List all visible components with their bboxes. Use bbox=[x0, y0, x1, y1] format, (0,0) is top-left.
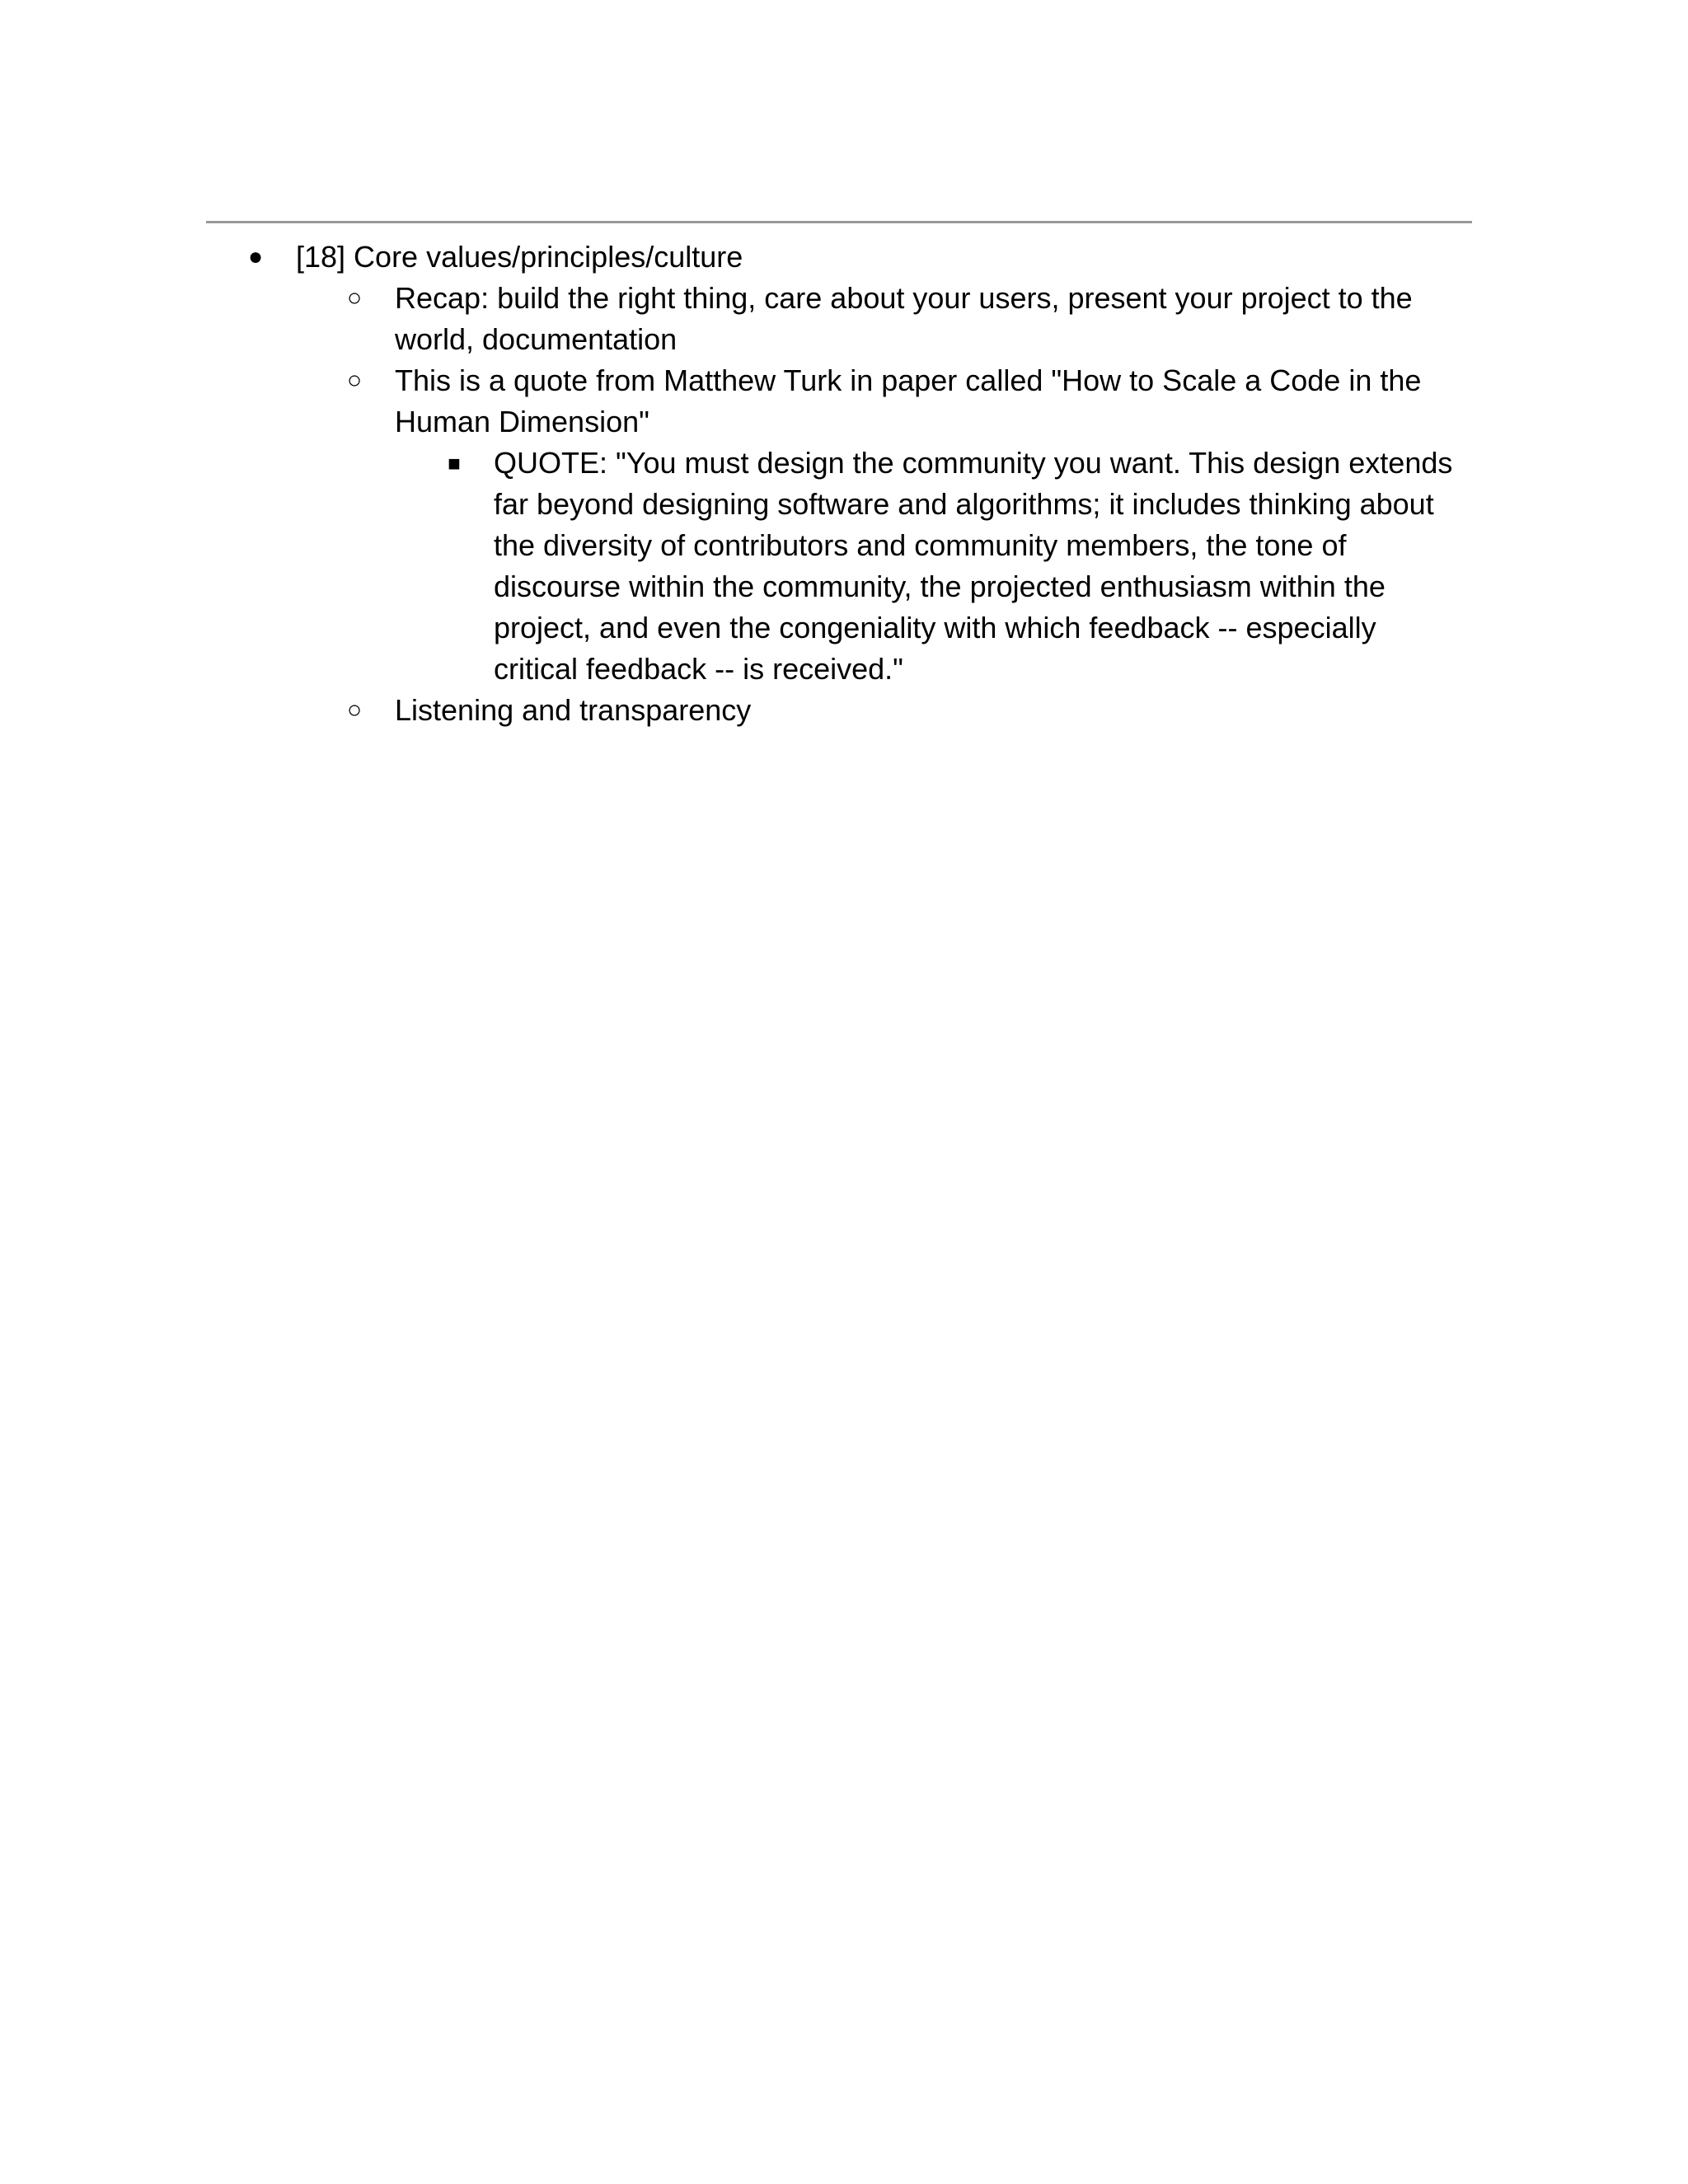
list-item-quote: QUOTE: "You must design the community you want. This design extends far beyond designing software and algorithms; it includes thinking about the diversity of contributors and community members, the tone of discourse within the community, the projected enthusiasm within the project, and even the congeniality with which feedback -- especially critical feedback -- is received." bbox=[494, 446, 1453, 686]
list-item-recap: Recap: build the right thing, care about your users, present your project to the world, documentation bbox=[395, 281, 1413, 356]
list-item-listening: Listening and transparency bbox=[395, 693, 752, 727]
circle-bullet-icon: ○ bbox=[346, 284, 363, 312]
square-bullet-icon: ■ bbox=[448, 451, 461, 476]
list-item-core-values: [18] Core values/principles/culture bbox=[296, 240, 743, 274]
circle-bullet-icon: ○ bbox=[346, 696, 363, 724]
top-divider bbox=[206, 221, 1472, 223]
list-item-quote-intro: This is a quote from Matthew Turk in paper called "How to Scale a Code in the Human Dimension" bbox=[395, 363, 1422, 438]
circle-bullet-icon: ○ bbox=[346, 367, 363, 394]
disc-bullet-icon: ● bbox=[247, 243, 264, 270]
